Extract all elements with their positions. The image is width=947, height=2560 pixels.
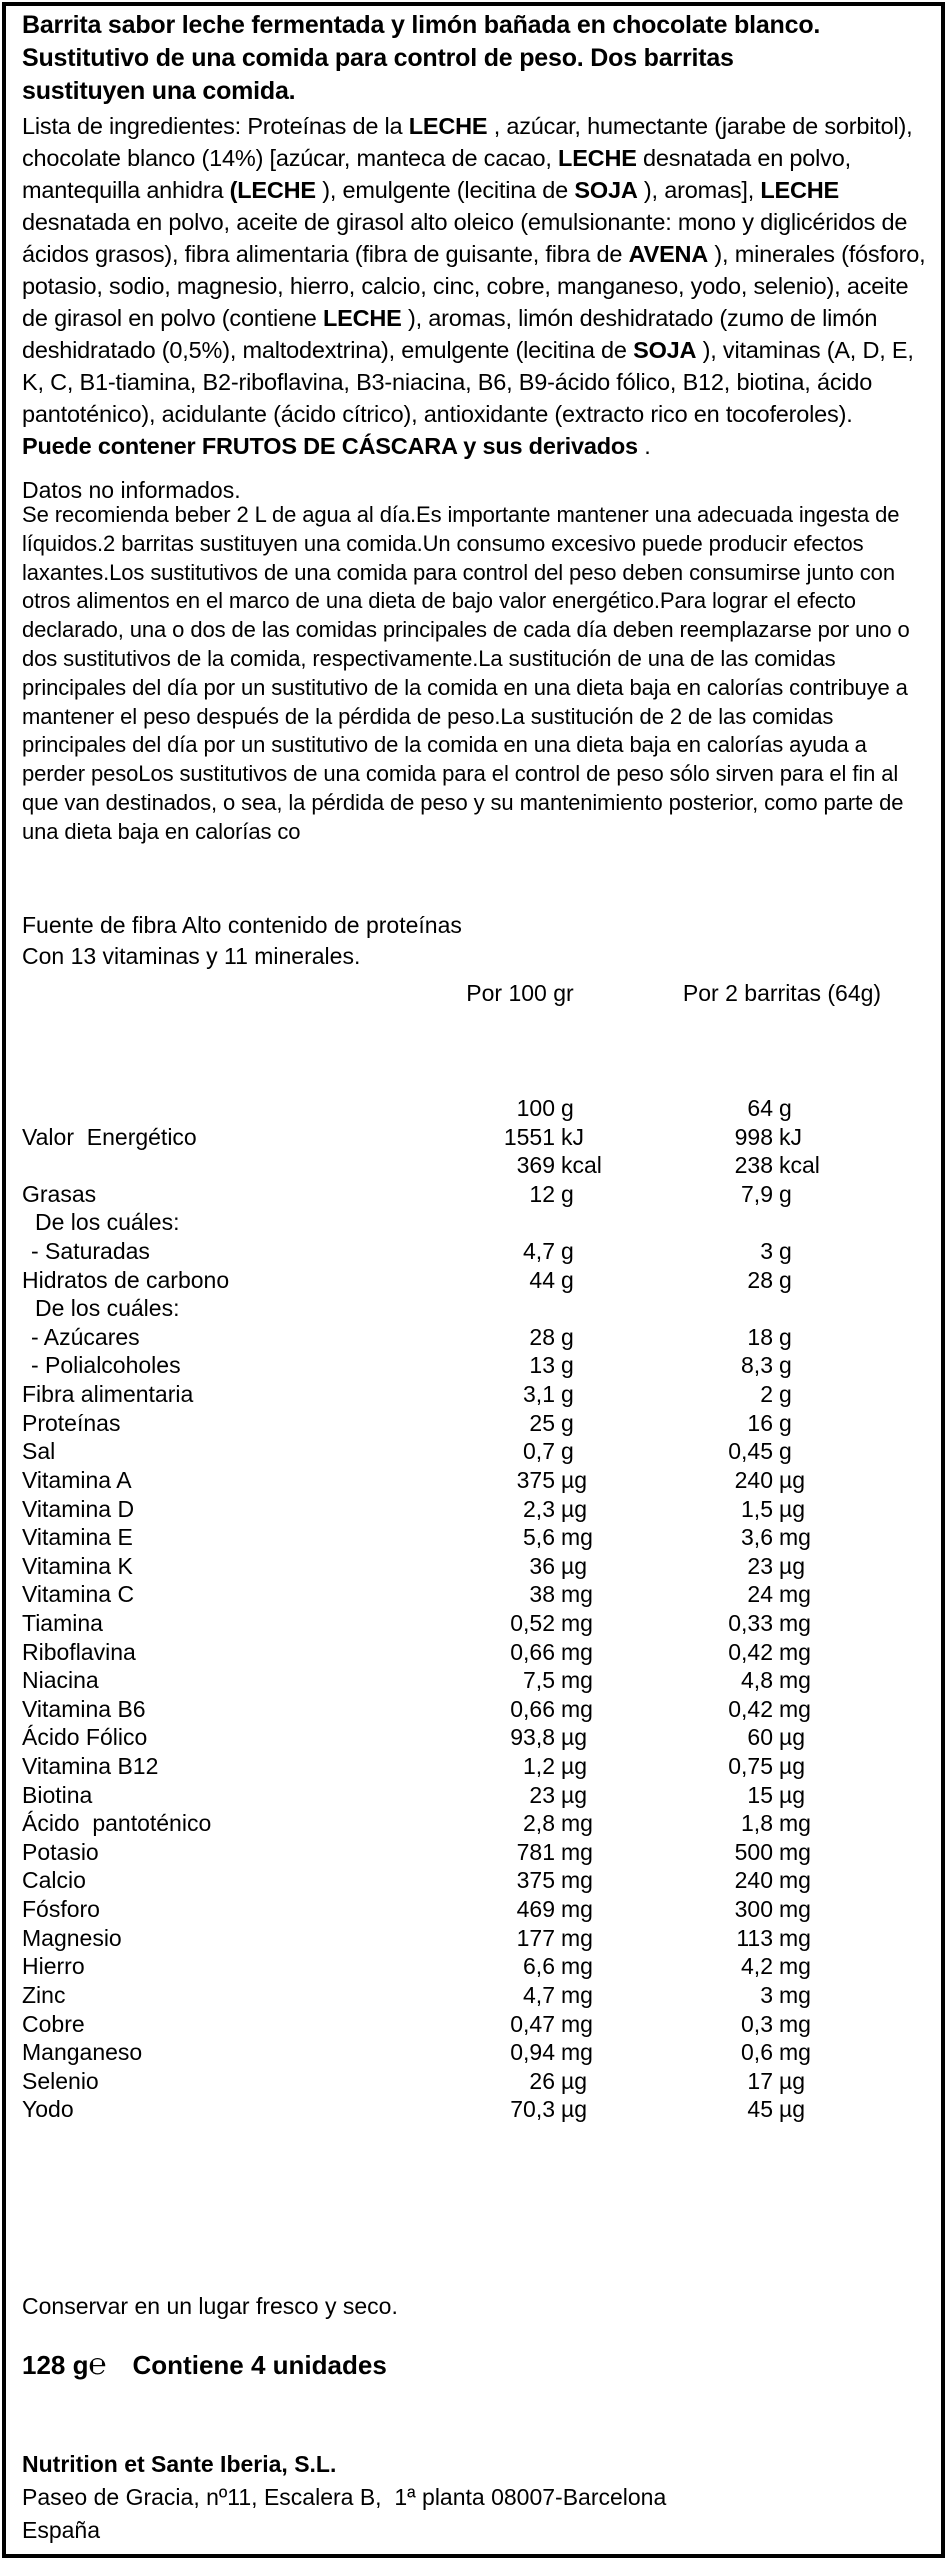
value-per-100g: 70,3 — [510, 2096, 555, 2123]
unit-per-100g: kJ — [561, 1123, 584, 1150]
value-per-100g: 1,2 — [523, 1753, 555, 1780]
value-per-2-bars: 500 — [734, 1838, 773, 1865]
value-per-2-bars: 300 — [734, 1896, 773, 1923]
unit-per-2-bars: mg — [779, 1867, 811, 1894]
row-label: Grasas — [22, 1180, 97, 1207]
row-label: - Polialcoholes — [31, 1352, 181, 1379]
row-label: Vitamina C — [22, 1581, 135, 1608]
value-per-2-bars: 3 — [760, 1981, 773, 2008]
unit-per-2-bars: mg — [779, 2039, 811, 2066]
ingredient-text: ), minerales (fósforo, potasio, sodio, magnesio, hierro, calcio, cinc, cobre, manganeso, yodo, selenio), aceite de girasol en polvo (contiene — [22, 241, 926, 331]
net-content-line — [22, 2350, 927, 2381]
ingredient-allergen: LECHE — [323, 305, 402, 331]
unit-per-100g: mg — [561, 1896, 593, 1923]
net-weight: 128 g — [22, 2350, 89, 2380]
unit-per-100g: g — [561, 1266, 574, 1293]
row-label: Calcio — [22, 1867, 86, 1894]
value-per-2-bars: 113 — [736, 1924, 773, 1951]
ingredient-allergen: LECHE — [760, 177, 840, 203]
unit-per-2-bars: g — [779, 1409, 792, 1436]
unit-per-100g: mg — [561, 1981, 593, 2008]
value-per-100g: 36 — [529, 1552, 555, 1579]
value-per-100g: 1551 — [503, 1123, 555, 1150]
unit-per-100g: mg — [561, 2039, 593, 2066]
value-per-2-bars: 17 — [747, 2067, 773, 2094]
row-label: - Azúcares — [31, 1323, 140, 1350]
unit-per-2-bars: µg — [779, 1552, 806, 1579]
value-per-100g: 469 — [516, 1896, 555, 1923]
unit-per-2-bars: g — [779, 1095, 792, 1121]
row-label: Sal — [22, 1438, 56, 1465]
ingredient-text: ), vitaminas (A, D, E, K, C, B1-tiamina, B2-riboflavina, B3-niacina, B6, B9-ácido fólico, B12, biotina, ácido pantoténico), acidulante (ácido cítrico), antioxidante (extracto rico en tocoferoles). — [22, 337, 914, 427]
row-label: Manganeso — [22, 2039, 143, 2066]
table-row — [22, 1237, 927, 1266]
row-label: Vitamina B12 — [22, 1753, 159, 1780]
value-per-100g: 0,47 — [510, 2010, 555, 2037]
row-label: Vitamina K — [22, 1552, 133, 1579]
row-label: Cobre — [22, 2010, 85, 2037]
claim-fiber-protein: Fuente de fibra Alto contenido de proteínas — [22, 912, 462, 938]
value-per-100g: 375 — [516, 1867, 555, 1894]
unit-per-2-bars: mg — [779, 1953, 811, 1980]
table-row — [22, 1866, 927, 1895]
ingredients-paragraph — [22, 110, 927, 462]
ingredient-text: ), emulgente (lecitina de — [315, 177, 575, 203]
table-row — [22, 1781, 927, 1810]
value-per-100g: 0,66 — [510, 1695, 555, 1722]
ingredient-text: desnatada en polvo, aceite de girasol alto oleico (emulsionante: mono y diglicéridos de ácidos grasos), fibra alimentaria (fibra de guisante, fibra de — [22, 209, 908, 267]
unit-per-2-bars: µg — [779, 2096, 806, 2123]
value-per-2-bars: 4,2 — [741, 1953, 773, 1980]
col-header-per-2-bars: Por 2 barritas (64g) — [682, 980, 882, 1006]
table-row — [22, 1466, 927, 1495]
unit-per-2-bars: kcal — [779, 1152, 820, 1179]
unit-per-2-bars: mg — [779, 1838, 811, 1865]
value-per-2-bars: 24 — [747, 1581, 773, 1608]
value-per-2-bars: 4,8 — [741, 1667, 773, 1694]
table-row — [22, 1752, 927, 1781]
value-per-100g: 23 — [529, 1781, 555, 1808]
value-per-2-bars: 0,42 — [728, 1638, 773, 1665]
unit-per-2-bars: g — [779, 1438, 792, 1465]
table-row — [22, 1323, 927, 1352]
unit-per-2-bars: mg — [779, 1581, 811, 1608]
table-row — [22, 1666, 927, 1695]
value-per-2-bars: 18 — [747, 1323, 773, 1350]
value-per-2-bars: 1,8 — [741, 1810, 773, 1837]
table-row — [22, 1495, 927, 1524]
ingredient-allergen: SOJA — [574, 177, 638, 203]
value-per-2-bars: 0,6 — [741, 2039, 773, 2066]
value-per-2-bars: 64 — [747, 1095, 773, 1121]
unit-per-100g: kcal — [561, 1152, 602, 1179]
unit-per-100g: g — [561, 1381, 574, 1408]
value-per-100g: 375 — [516, 1466, 555, 1493]
ingredient-allergen: Puede contener FRUTOS DE CÁSCARA y sus derivados — [22, 433, 638, 459]
value-per-2-bars: 23 — [747, 1552, 773, 1579]
unit-per-2-bars: mg — [779, 1667, 811, 1694]
unit-per-100g: µg — [561, 1552, 588, 1579]
row-label: Selenio — [22, 2067, 99, 2094]
unit-per-100g: mg — [561, 1838, 593, 1865]
unit-per-100g: mg — [561, 1524, 593, 1551]
row-label: Tiamina — [22, 1609, 103, 1636]
unit-per-2-bars: µg — [779, 1495, 806, 1522]
table-row — [22, 1266, 927, 1295]
manufacturer-block — [22, 2448, 927, 2547]
value-per-100g: 369 — [516, 1152, 555, 1179]
unit-per-100g: mg — [561, 1953, 593, 1980]
table-row — [22, 1638, 927, 1667]
value-per-100g: 28 — [529, 1323, 555, 1350]
row-label: Fósforo — [22, 1896, 100, 1923]
row-label: Valor Energético — [22, 1123, 197, 1150]
table-row — [22, 2095, 927, 2124]
table-row — [22, 1952, 927, 1981]
table-row — [22, 1294, 927, 1323]
value-per-2-bars: 15 — [747, 1781, 773, 1808]
value-per-100g: 6,6 — [523, 1953, 555, 1980]
unit-per-2-bars: mg — [779, 1524, 811, 1551]
value-per-2-bars: 2 — [760, 1381, 773, 1408]
value-per-100g: 177 — [516, 1924, 555, 1951]
row-label: Yodo — [22, 2096, 74, 2123]
table-row — [22, 1123, 927, 1152]
table-row — [22, 1924, 927, 1953]
ingredient-text: ), aromas], — [637, 177, 761, 203]
value-per-100g: 100 — [516, 1095, 555, 1121]
value-per-100g: 93,8 — [510, 1724, 555, 1751]
row-label: Vitamina E — [22, 1524, 133, 1551]
value-per-2-bars: 238 — [734, 1152, 773, 1179]
value-per-2-bars: 0,42 — [728, 1695, 773, 1722]
unit-per-100g: mg — [561, 1810, 593, 1837]
value-per-100g: 12 — [529, 1180, 555, 1207]
ingredient-text: ), aromas, limón deshidratado (zumo de limón deshidratado (0,5%), maltodextrina), emulgente (lecitina de — [22, 305, 878, 363]
row-label: Vitamina B6 — [22, 1695, 146, 1722]
company-country: España — [22, 2517, 101, 2543]
value-per-2-bars: 240 — [734, 1466, 773, 1493]
unit-per-2-bars: µg — [779, 1781, 806, 1808]
value-per-100g: 44 — [529, 1266, 555, 1293]
row-label: Proteínas — [22, 1409, 121, 1436]
value-per-100g: 0,52 — [510, 1609, 555, 1636]
value-per-100g: 3,1 — [523, 1381, 555, 1408]
unit-per-100g: mg — [561, 1695, 593, 1722]
unit-per-100g: mg — [561, 1638, 593, 1665]
value-per-2-bars: 3 — [760, 1238, 773, 1265]
value-per-2-bars: 45 — [747, 2096, 773, 2123]
unit-per-100g: µg — [561, 1495, 588, 1522]
row-label: De los cuáles: — [35, 1209, 180, 1236]
unit-per-2-bars: mg — [779, 1638, 811, 1665]
unit-per-2-bars: g — [779, 1238, 792, 1265]
unit-per-100g: µg — [561, 1724, 588, 1751]
unit-per-2-bars: g — [779, 1381, 792, 1408]
table-row — [22, 1409, 927, 1438]
value-per-2-bars: 0,75 — [728, 1753, 773, 1780]
row-label: Ácido Fólico — [22, 1724, 148, 1751]
unit-per-2-bars: g — [779, 1352, 792, 1379]
value-per-2-bars: 3,6 — [741, 1524, 773, 1551]
unit-per-2-bars: g — [779, 1323, 792, 1350]
value-per-100g: 2,3 — [523, 1495, 555, 1522]
ingredient-text: . — [637, 433, 651, 459]
row-label: Vitamina A — [22, 1466, 132, 1493]
table-row — [22, 1523, 927, 1552]
value-per-2-bars: 0,3 — [741, 2010, 773, 2037]
table-row — [22, 1552, 927, 1581]
unit-per-100g: mg — [561, 1609, 593, 1636]
value-per-2-bars: 7,9 — [741, 1180, 773, 1207]
table-row — [22, 1609, 927, 1638]
ingredient-allergen: LECHE — [408, 113, 488, 139]
table-row — [22, 1580, 927, 1609]
unit-per-100g: g — [561, 1438, 574, 1465]
unit-per-100g: µg — [561, 1753, 588, 1780]
value-per-2-bars: 28 — [747, 1266, 773, 1293]
row-label: Magnesio — [22, 1924, 122, 1951]
unit-per-2-bars: µg — [779, 1724, 806, 1751]
storage-note: Conservar en un lugar fresco y seco. — [22, 2293, 398, 2319]
advice-paragraph: Se recomienda beber 2 L de agua al día.Es importante mantener una adecuada ingesta de líquidos.2 barritas sustituyen una comida.Un consumo excesivo puede producir efectos laxantes.Los sustitutivos de una comida para control del peso deben consumirse junto con otros alimentos en el marco de una dieta de bajo valor energético.Para lograr el efecto declarado, una o dos de las comidas principales de cada día deben reemplazarse por uno o dos sustitutivos de la comida, respectivamente.La sustitución de una de las comidas principales del día por un sustitutivo de la comida en una dieta baja en calorías contribuye a mantener el peso después de la pérdida de peso.La sustitución de 2 de las comidas principales del día por un sustitutivo de la comida en una dieta baja en calorías ayuda a perder pesoLos sustitutivos de una comida para el control de peso sólo sirven para el fin al que van destinados, o sea, la pérdida de peso y su mantenimiento posterior, como parte de una dieta baja en calorías co — [22, 502, 910, 844]
value-per-100g: 0,66 — [510, 1638, 555, 1665]
ingredient-allergen: SOJA — [633, 337, 697, 363]
row-label: - Saturadas — [31, 1238, 150, 1265]
ingredient-text: Lista de ingredientes: Proteínas de la — [22, 113, 409, 139]
ingredient-allergen: AVENA — [628, 241, 709, 267]
ingredient-allergen: (LECHE — [229, 177, 316, 203]
table-row — [22, 1695, 927, 1724]
unit-per-100g: mg — [561, 1924, 593, 1951]
unit-per-100g: µg — [561, 2067, 588, 2094]
table-row — [22, 1151, 927, 1180]
estimated-sign-icon: ℮ — [88, 2348, 107, 2381]
company-name: Nutrition et Sante Iberia, S.L. — [22, 2451, 337, 2477]
row-label: Fibra alimentaria — [22, 1381, 194, 1408]
value-per-2-bars: 8,3 — [741, 1352, 773, 1379]
row-label: Hierro — [22, 1953, 85, 1980]
row-label: Ácido pantoténico — [22, 1810, 212, 1837]
unit-per-2-bars: mg — [779, 1924, 811, 1951]
nutrition-table-header — [22, 980, 927, 1010]
unit-per-100g: mg — [561, 2010, 593, 2037]
row-label: De los cuáles: — [35, 1295, 180, 1322]
unit-per-100g: g — [561, 1323, 574, 1350]
unit-per-100g: µg — [561, 2096, 588, 2123]
unit-per-2-bars: µg — [779, 1466, 806, 1493]
unit-per-100g: mg — [561, 1667, 593, 1694]
claim-vitamins-minerals: Con 13 vitaminas y 11 minerales. — [22, 943, 361, 969]
unit-per-2-bars: mg — [779, 1810, 811, 1837]
unit-per-2-bars: mg — [779, 1981, 811, 2008]
value-per-100g: 26 — [529, 2067, 555, 2094]
unit-per-2-bars: µg — [779, 2067, 806, 2094]
unit-per-100g: g — [561, 1095, 574, 1121]
value-per-100g: 5,6 — [523, 1524, 555, 1551]
page-title: Barrita sabor leche fermentada y limón bañada en chocolate blanco. Sustitutivo de una comida para control de peso. Dos barritas sustituyen una comida. — [22, 11, 821, 105]
unit-per-100g: g — [561, 1409, 574, 1436]
table-row — [22, 1094, 927, 1123]
datos-line: Datos no informados. — [22, 477, 241, 503]
unit-per-2-bars: g — [779, 1266, 792, 1293]
value-per-100g: 4,7 — [523, 1981, 555, 2008]
value-per-2-bars: 1,5 — [741, 1495, 773, 1522]
unit-per-2-bars: g — [779, 1180, 792, 1207]
unit-per-100g: g — [561, 1238, 574, 1265]
table-row — [22, 1838, 927, 1867]
table-row — [22, 2038, 927, 2067]
value-per-100g: 7,5 — [523, 1667, 555, 1694]
row-label: Riboflavina — [22, 1638, 136, 1665]
table-row — [22, 1809, 927, 1838]
value-per-2-bars: 16 — [747, 1409, 773, 1436]
row-label: Zinc — [22, 1981, 66, 2008]
value-per-100g: 0,94 — [510, 2039, 555, 2066]
value-per-2-bars: 0,45 — [728, 1438, 773, 1465]
unit-per-100g: g — [561, 1180, 574, 1207]
unit-per-2-bars: mg — [779, 1896, 811, 1923]
table-row — [22, 1180, 927, 1209]
table-row — [22, 1895, 927, 1924]
value-per-100g: 0,7 — [523, 1438, 555, 1465]
unit-per-2-bars: mg — [779, 1695, 811, 1722]
table-row — [22, 1723, 927, 1752]
value-per-100g: 25 — [529, 1409, 555, 1436]
table-row — [22, 2010, 927, 2039]
row-label: Niacina — [22, 1667, 99, 1694]
unit-per-100g: µg — [561, 1781, 588, 1808]
company-address: Paseo de Gracia, nº11, Escalera B, 1ª planta 08007-Barcelona — [22, 2484, 667, 2510]
value-per-100g: 13 — [529, 1352, 555, 1379]
table-row — [22, 1981, 927, 2010]
nutrition-table — [22, 1094, 927, 2124]
ingredient-text: , azúcar, humectante (jarabe de sorbitol), chocolate blanco (14%) [azúcar, manteca de cacao, — [22, 113, 913, 171]
row-label: Vitamina D — [22, 1495, 135, 1522]
value-per-2-bars: 998 — [734, 1123, 773, 1150]
value-per-100g: 38 — [529, 1581, 555, 1608]
table-row — [22, 1380, 927, 1409]
ingredient-text: desnatada en polvo, mantequilla anhidra — [22, 145, 851, 203]
value-per-100g: 781 — [516, 1838, 555, 1865]
value-per-100g: 2,8 — [523, 1810, 555, 1837]
col-header-per-100g: Por 100 gr — [466, 980, 574, 1006]
value-per-2-bars: 60 — [747, 1724, 773, 1751]
claims-block — [22, 910, 927, 972]
ingredient-allergen: LECHE — [558, 145, 637, 171]
value-per-2-bars: 240 — [734, 1867, 773, 1894]
table-row — [22, 1351, 927, 1380]
unit-per-100g: g — [561, 1352, 574, 1379]
row-label: Biotina — [22, 1781, 93, 1808]
table-row — [22, 1437, 927, 1466]
unit-per-100g: mg — [561, 1581, 593, 1608]
table-row — [22, 1208, 927, 1237]
unit-per-2-bars: µg — [779, 1753, 806, 1780]
unit-per-2-bars: mg — [779, 2010, 811, 2037]
row-label: Hidratos de carbono — [22, 1266, 230, 1293]
unit-per-100g: µg — [561, 1466, 588, 1493]
unit-per-2-bars: kJ — [779, 1123, 802, 1150]
value-per-100g: 4,7 — [523, 1238, 555, 1265]
row-label: Potasio — [22, 1838, 99, 1865]
contains-units-text: Contiene 4 unidades — [132, 2350, 387, 2380]
table-row — [22, 2067, 927, 2096]
unit-per-2-bars: mg — [779, 1609, 811, 1636]
value-per-2-bars: 0,33 — [728, 1609, 773, 1636]
unit-per-100g: mg — [561, 1867, 593, 1894]
